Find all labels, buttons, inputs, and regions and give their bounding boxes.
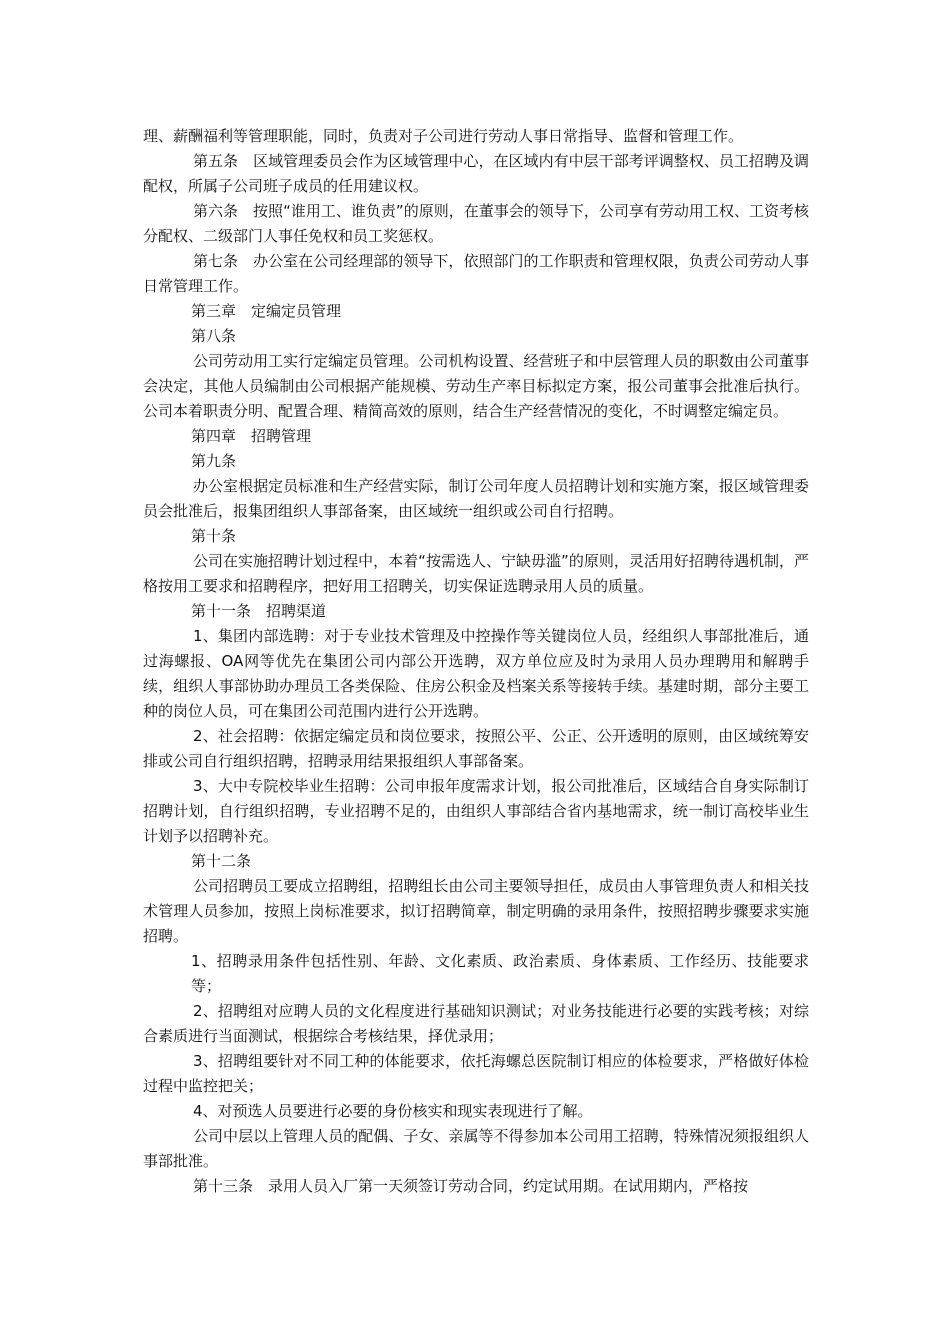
recruitment-channel-3: 3、大中专院校毕业生招聘：公司申报年度需求计划，报公司批准后，区域结合自身实际制订招聘计划，自行组织招聘，专业招聘不足的，由组织人事部结合省内基地需求，统一制订高校毕业生计划予以招聘补充。 (143, 777, 809, 845)
relatives-restriction: 公司中层以上管理人员的配偶、子女、亲属等不得参加本公司用工招聘，特殊情况须报组织人事部批准。 (143, 1127, 809, 1170)
recruitment-channel-2: 2、社会招聘：依据定编定员和岗位要求，按照公平、公正、公开透明的原则，由区域统筹安排或公司自行组织招聘，招聘录用结果报组织人事部备案。 (143, 727, 809, 770)
article-9-heading: 第九条 (191, 452, 237, 470)
recruitment-channel-1: 1、集团内部选聘：对于专业技术管理及中控操作等关键岗位人员，经组织人事部批准后，通过海螺报、OA网等优先在集团公司内部公开选聘，双方单位应及时为录用人员办理聘用和解聘手续，组织人事部协助办理员工各类保险、住房公积金及档案关系等接转手续。基建时期，部分主要工种的岗位人员，可在集团公司范围内进行公开选聘。 (143, 627, 809, 720)
article-11-heading: 第十一条 招聘渠道 (191, 602, 327, 620)
document-body (143, 124, 809, 1199)
recruitment-step-3: 3、招聘组要针对不同工种的体能要求，依托海螺总医院制订相应的体检要求，严格做好体检过程中监控把关； (143, 1052, 809, 1095)
article-7: 第七条 办公室在公司经理部的领导下，依照部门的工作职责和管理权限，负责公司劳动人事日常管理工作。 (143, 252, 809, 295)
article-12-heading: 第十二条 (191, 852, 252, 870)
article-6: 第六条 按照“谁用工、谁负责”的原则，在董事会的领导下，公司享有劳动用工权、工资考核分配权、二级部门人事任免权和员工奖惩权。 (143, 202, 809, 245)
article-10-heading: 第十条 (191, 527, 237, 545)
recruitment-step-1: 1、招聘录用条件包括性别、年龄、文化素质、政治素质、身体素质、工作经历、技能要求等； (191, 952, 809, 995)
paragraph-management-functions: 理、薪酬福利等管理职能，同时，负责对子公司进行劳动人事日常指导、监督和管理工作。 (143, 127, 744, 145)
article-12-body: 公司招聘员工要成立招聘组，招聘组长由公司主要领导担任，成员由人事管理负责人和相关技术管理人员参加，按照上岗标准要求，拟订招聘简章，制定明确的录用条件，按照招聘步骤要求实施招聘。 (143, 877, 809, 945)
article-9-body: 办公室根据定员标准和生产经营实际，制订公司年度人员招聘计划和实施方案，报区域管理委员会批准后，报集团组织人事部备案，由区域统一组织或公司自行招聘。 (143, 477, 809, 520)
article-8-heading: 第八条 (191, 327, 237, 345)
chapter-4-heading: 第四章 招聘管理 (191, 427, 312, 445)
chapter-3-heading: 第三章 定编定员管理 (191, 302, 342, 320)
recruitment-step-4: 4、对预选人员要进行必要的身份核实和现实表现进行了解。 (193, 1102, 593, 1120)
article-8-body: 公司劳动用工实行定编定员管理。公司机构设置、经营班子和中层管理人员的职数由公司董事会决定，其他人员编制由公司根据产能规模、劳动生产率目标拟定方案，报公司董事会批准后执行。公司本着职责分明、配置合理、精简高效的原则，结合生产经营情况的变化，不时调整定编定员。 (143, 352, 809, 420)
article-13: 第十三条 录用人员入厂第一天须签订劳动合同，约定试用期。在试用期内，严格按 (193, 1177, 749, 1195)
article-5: 第五条 区域管理委员会作为区域管理中心，在区域内有中层干部考评调整权、员工招聘及调配权，所属子公司班子成员的任用建议权。 (143, 152, 809, 195)
article-10-body: 公司在实施招聘计划过程中，本着“按需选人、宁缺毋滥”的原则，灵活用好招聘待遇机制，严格按用工要求和招聘程序，把好用工招聘关，切实保证选聘录用人员的质量。 (143, 552, 809, 595)
recruitment-step-2: 2、招聘组对应聘人员的文化程度进行基础知识测试；对业务技能进行必要的实践考核；对综合素质进行当面测试，根据综合考核结果，择优录用； (143, 1002, 809, 1045)
